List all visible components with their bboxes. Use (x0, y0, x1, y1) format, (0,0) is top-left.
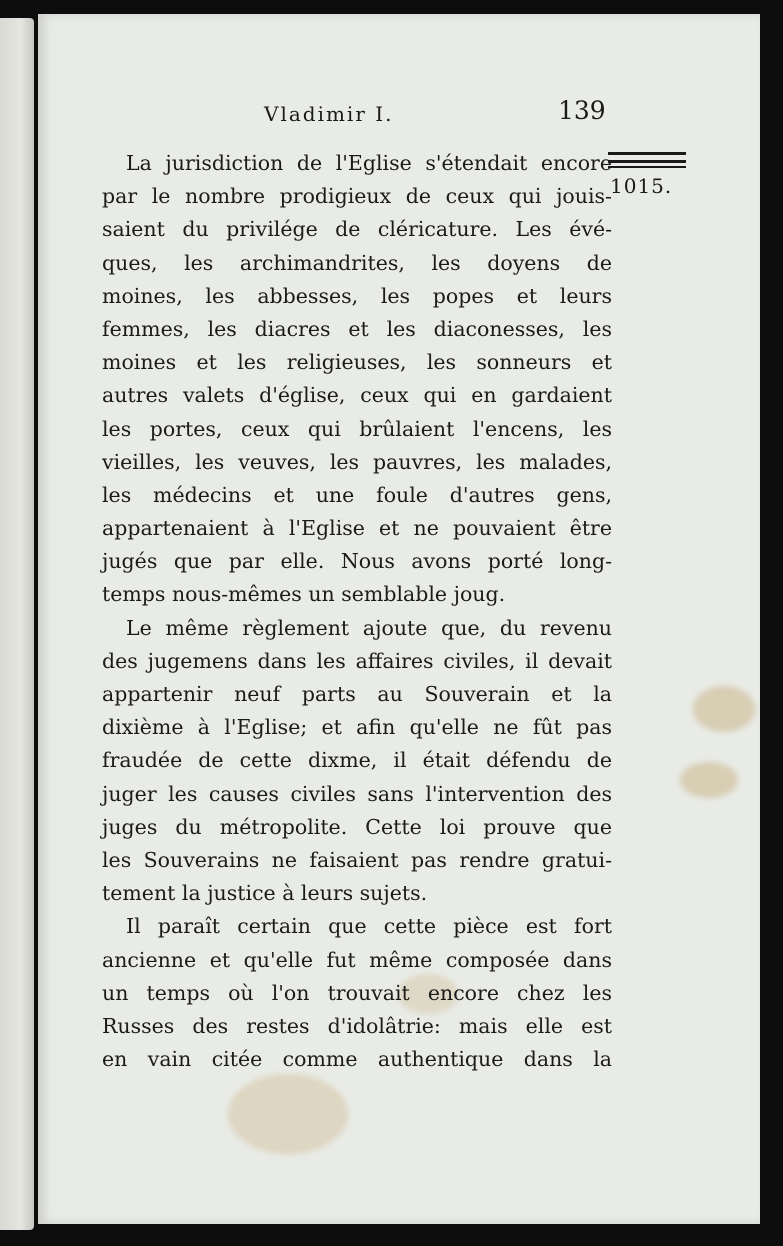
text-line: un temps où l'on trouvait encore chez les (102, 980, 612, 1005)
foxing-stain (680, 762, 738, 798)
text-line: en vain citée comme authentique dans la (102, 1047, 612, 1072)
text-line: Le même règlement ajoute que, du revenu (126, 615, 612, 640)
margin-rule (608, 152, 686, 155)
text-line: autres valets d'église, ceux qui en gardaient (102, 383, 612, 408)
text-line: ancienne et qu'elle fut même composée dans (102, 947, 612, 972)
text-line: ques, les archimandrites, les doyens de (102, 250, 612, 275)
running-head (38, 92, 760, 132)
text-line: des jugemens dans les affaires civiles, il devait (102, 648, 612, 673)
text-line: fraudée de cette dixme, il était défendu de (102, 748, 612, 773)
page-number: 139 (558, 96, 606, 125)
text-line: juges du métropolite. Cette loi prouve que (102, 814, 612, 839)
text-line: dixième à l'Eglise; et afin qu'elle ne fût pas (102, 715, 612, 740)
margin-date: 1015. (610, 174, 673, 198)
body-text (102, 147, 612, 1076)
text-line: moines et les religieuses, les sonneurs et (102, 350, 612, 375)
text-line: Il paraît certain que cette pièce est fort (126, 914, 612, 939)
text-line: femmes, les diacres et les diaconesses, les (102, 316, 612, 341)
text-line: les médecins et une foule d'autres gens, (102, 482, 612, 507)
book-page (38, 14, 760, 1224)
foxing-stain (228, 1074, 348, 1154)
text-line: vieilles, les veuves, les pauvres, les malades, (102, 449, 612, 474)
text-line: les Souverains ne faisaient pas rendre gratui- (102, 847, 612, 872)
text-line: moines, les abbesses, les popes et leurs (102, 283, 612, 308)
margin-rule (608, 160, 686, 163)
paragraph-1 (102, 147, 612, 612)
previous-page-edge (0, 18, 34, 1230)
text-line: juger les causes civiles sans l'intervention des (102, 781, 612, 806)
text-line: Russes des restes d'idolâtrie: mais elle est (102, 1013, 612, 1038)
text-line: jugés que par elle. Nous avons porté long- (102, 549, 612, 574)
text-line: les portes, ceux qui brûlaient l'encens, les (102, 416, 612, 441)
running-head-title: Vladimir I. (264, 102, 394, 126)
text-line: saient du privilége de cléricature. Les évé- (102, 217, 612, 242)
text-line: tement la justice à leurs sujets. (102, 881, 428, 906)
paragraph-3 (102, 910, 612, 1076)
foxing-stain (693, 686, 755, 732)
text-line: par le nombre prodigieux de ceux qui jouis- (102, 184, 612, 209)
paragraph-2 (102, 612, 612, 911)
margin-rule (608, 166, 686, 168)
text-line: appartenir neuf parts au Souverain et la (102, 682, 612, 706)
text-line: temps nous-mêmes un semblable joug. (102, 582, 506, 607)
text-line: appartenaient à l'Eglise et ne pouvaient être (102, 516, 612, 541)
text-line: La jurisdiction de l'Eglise s'étendait encore (126, 151, 612, 175)
